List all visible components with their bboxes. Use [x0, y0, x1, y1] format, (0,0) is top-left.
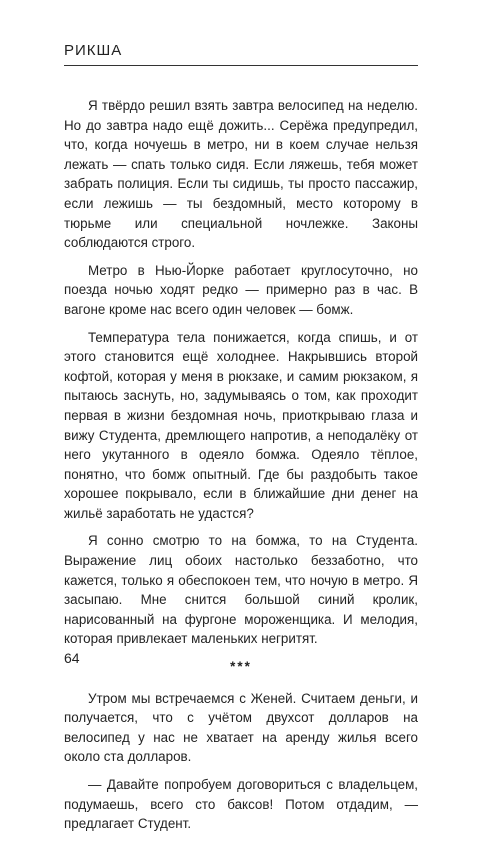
running-header-title: РИКША — [64, 42, 123, 59]
section-break: *** — [230, 659, 252, 675]
paragraph-6-dialogue: — Давайте попробуем договориться с владельцем, подумаешь, всего сто баксов! Потом отдадим, — предлагает Студент. — [64, 777, 418, 832]
page-body — [64, 96, 418, 842]
paragraph-3: Температура тела понижается, когда спишь, и от этого становится ещё холоднее. Накрывшись второй кофтой, которая у меня в рюкзаке, и самим рюкзаком, я пытаюсь заснуть, но, задумываясь о том, как проходит первая в жизни бездомная ночь, приоткрываю глаза и вижу Студента, дремлющего напротив, а неподалёку от него укутанного в одеяло бомжа. Одеяло тёплое, понятно, что бомж опытный. Где бы раздобыть такое хорошее покрывало, если в ближайшие дни денег на жильё заработать не удастся? — [64, 329, 418, 521]
paragraph-4: Я сонно смотрю то на бомжа, то на Студента. Выражение лиц обоих настолько беззаботно, что кажется, только я обеспокоен тем, что ночую в метро. Я засыпаю. Мне снится большой синий кролик, нарисованный на фургоне мороженщика. И мелодия, которая привлекает маленьких негритят. — [64, 533, 418, 647]
paragraph-2: Метро в Нью-Йорке работает круглосуточно, но поезда ночью ходят редко — примерно раз в час. В вагоне кроме нас всего один человек — бомж. — [64, 262, 418, 317]
paragraph-1: Я твёрдо решил взять завтра велосипед на неделю. Но до завтра надо ещё дожить... Серёжа предупредил, что, когда ночуешь в метро, ни в коем случае нельзя лежать — спать только сидя. Если ляжешь, тебя может забрать полиция. Если ты сидишь, ты просто пассажир, если лежишь — ты бездомный, место которому в тюрьме или специальной ночлежке. Законы соблюдаются строго. — [64, 98, 418, 251]
page-number: 64 — [64, 650, 80, 666]
header-divider — [64, 65, 418, 66]
paragraph-5: Утром мы встречаемся с Женей. Считаем деньги, и получается, что с учётом двухсот долларов на велосипед у нас не хватает на аренду жилья всего около ста долларов. — [64, 690, 418, 765]
